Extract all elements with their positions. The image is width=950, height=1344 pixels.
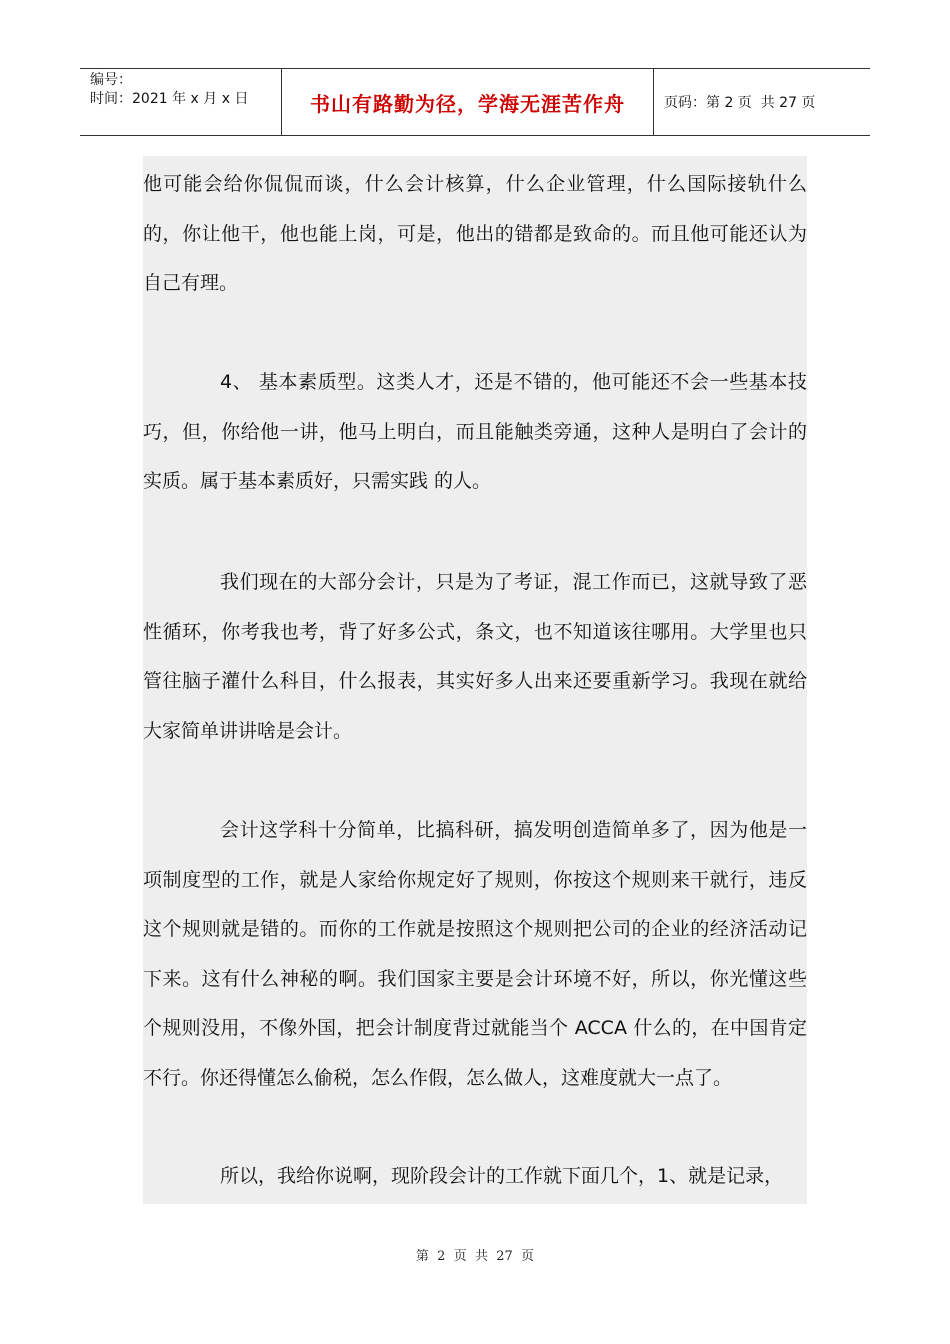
paragraph-3: 我们现在的大部分会计，只是为了考证，混工作而已，这就导致了恶性循环，你考我也考，背了好多公式，条文，也不知道该往哪用。大学里也只管往脑子灌什么科目，什么报表，其实好多人出来还要重新学习。我现在就给大家简单讲讲啥是会计。 [143,571,807,742]
time-label: 时间：2021 年 x 月 x 日 [90,91,249,107]
paragraph-1: 他可能会给你侃侃而谈，什么会计核算，什么企业管理，什么国际接轨什么的，你让他干，他也能上岗，可是，他出的错都是致命的。而且他可能还认为自己有理。 [143,173,807,294]
paragraph-5: 所以，我给你说啊，现阶段会计的工作就下面几个，1、就是记录， [220,1165,784,1187]
page-header [80,68,870,136]
header-motto: 书山有路勤为径，学海无涯苦作舟 [282,69,654,135]
number-label: 编号： [90,72,132,88]
page-footer: 第 2 页 共 27 页 [415,1249,535,1264]
paragraph-4: 会计这学科十分简单，比搞科研，搞发明创造简单多了，因为他是一项制度型的工作，就是人家给你规定好了规则，你按这个规则来干就行，违反这个规则就是错的。而你的工作就是按照这个规则把公司的企业的经济活动记下来。这有什么神秘的啊。我们国家主要是会计环境不好，所以，你光懂这些个规则没用，不像外国，把会计制度背过就能当个 ACCA 什么的，在中国肯定不行。你还得懂怎么偷税，怎么作假，怎么做人，这难度就大一点了。 [143,819,807,1089]
document-body [143,156,807,1204]
header-page-info: 页码：第 2 页 共 27 页 [664,95,816,111]
paragraph-2: 4、 基本素质型。这类人才，还是不错的，他可能还不会一些基本技巧，但，你给他一讲，他马上明白，而且能触类旁通，这种人是明白了会计的实质。属于基本素质好，只需实践 的人。 [143,371,807,492]
header-meta [80,69,282,135]
